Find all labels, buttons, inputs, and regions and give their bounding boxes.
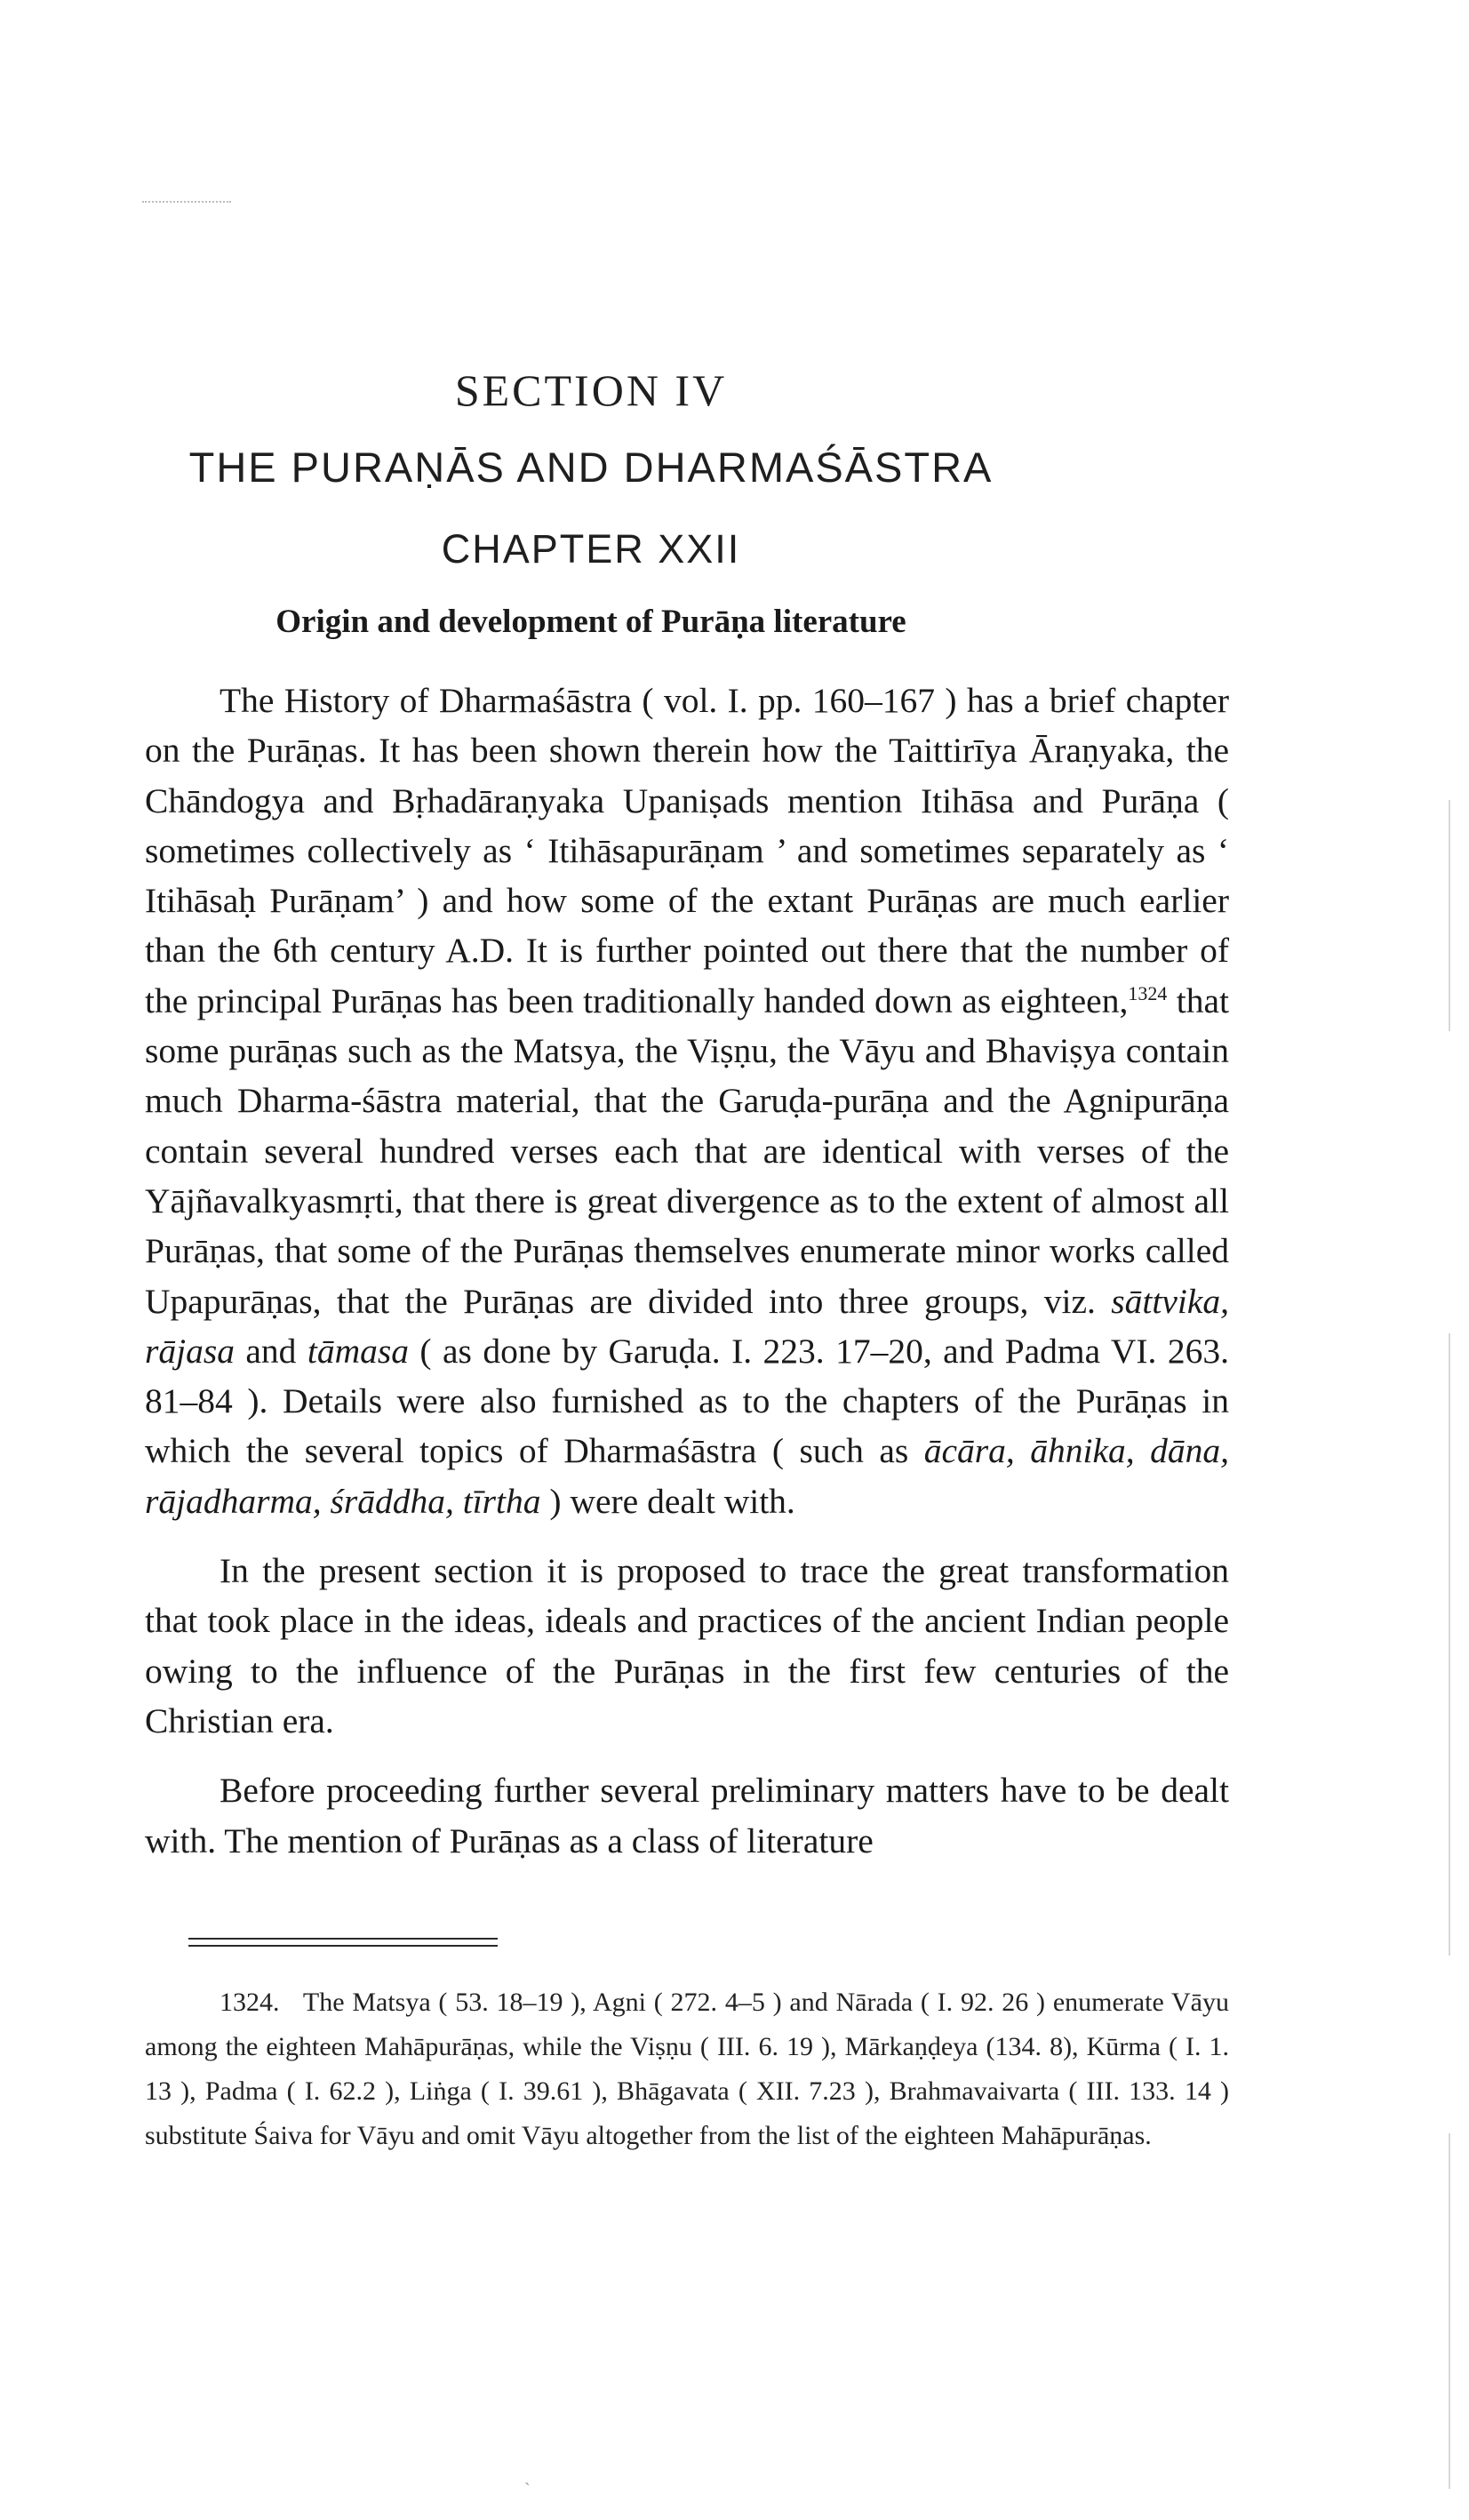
body-text: [145, 676, 1229, 1885]
italic-term: ācāra, āhnika, dāna, rājadharma, śrāddha, tīrtha: [145, 1431, 1229, 1521]
edge-shadow: [1449, 800, 1450, 1031]
paragraph-text: ( as done by Garuḍa. I. 223. 17–20, and Padma VI. 263. 81–84 ). Details were also furnished as to the chapters of the Purāṇas in which the several topics of Dharmaśāstra ( such as: [145, 1331, 1229, 1471]
paragraph-text: ) were dealt with.: [540, 1481, 795, 1521]
edge-shadow: [1449, 1333, 1450, 1956]
paragraph-text: and: [234, 1331, 307, 1371]
footnote: [145, 1980, 1229, 2158]
paragraph: In the present section it is proposed to trace the great transformation that took place in the ideas, ideals and practices of the ancient Indian people owing to the influence of the Purāṇas in the first few centuries of the Christian era.: [145, 1551, 1229, 1740]
footnote-text: The Matsya ( 53. 18–19 ), Agni ( 272. 4–5 ) and Nārada ( I. 92. 26 ) enumerate Vāyu among the eighteen Mahāpurāṇas, while the Viṣṇu ( III. 6. 19 ), Mārkaṇḍeya (134. 8), Kūrma ( I. 1. 13 ), Padma ( I. 62.2 ), Liṅga ( I. 39.61 ), Bhāgavata ( XII. 7.23 ), Brahmavaivarta ( III. 133. 14 ) substitute Śaiva for Vāyu and omit Vāyu altogether from the list of the eighteen Mahāpurāṇas.: [145, 1988, 1230, 2150]
chapter-title: Origin and development of Purāṇa literature: [275, 604, 906, 640]
paragraph-text: The History of Dharmaśāstra ( vol. I. pp. 160–167 ) has a brief chapter on the Purāṇas. It has been shown therein how the Taittirīya Āraṇyaka, the Chāndogya and Bṛhadāraṇyaka Upaniṣads mention Itihāsa and Purāṇa ( sometimes collectively as ‘ Itihāsapurāṇam ’ and sometimes separately as ‘ Itihāsaḥ Purāṇam’ ) and how some of the extant Purāṇas are much earlier than the 6th century A.D. It is further pointed out there that the number of the principal Purāṇas has been traditionally handed down as eighteen,: [145, 681, 1229, 1020]
italic-term: tāmasa: [307, 1331, 409, 1371]
scan-speck: [142, 201, 231, 206]
footnote-reference[interactable]: 1324: [1128, 981, 1168, 1004]
section-label: SECTION IV: [454, 365, 728, 415]
footnote-number: 1324.: [220, 1988, 280, 2017]
italic-term: sāttvika, rājasa: [145, 1281, 1229, 1371]
footnote-rule: [188, 1938, 498, 1947]
chapter-label: CHAPTER XXII: [441, 526, 741, 572]
edge-shadow: [1449, 2133, 1450, 2489]
footnote-body: [145, 1980, 1229, 2158]
paragraph: Before proceeding further several preliminary matters have to be dealt with. The mention of Purāṇas as a class of literature: [145, 1771, 1229, 1860]
paragraph: [145, 676, 1229, 1526]
part-title: THE PURAṆĀS AND DHARMAŚĀSTRA: [188, 444, 994, 491]
paragraph-text: that some purāṇas such as the Matsya, the Viṣṇu, the Vāyu and Bhaviṣya contain much Dharma-śāstra material, that the Garuḍa-purāṇa and the Agnipurāṇa contain several hundred verses each that are identical with verses of the Yājñavalkyasmṛti, that there is great divergence as to the extent of almost all Purāṇas, that some of the Purāṇas themselves enumerate minor works called Upapurāṇas, that the Purāṇas are divided into three groups, viz.: [145, 980, 1229, 1321]
scan-speck: ˋ: [524, 2480, 531, 2500]
